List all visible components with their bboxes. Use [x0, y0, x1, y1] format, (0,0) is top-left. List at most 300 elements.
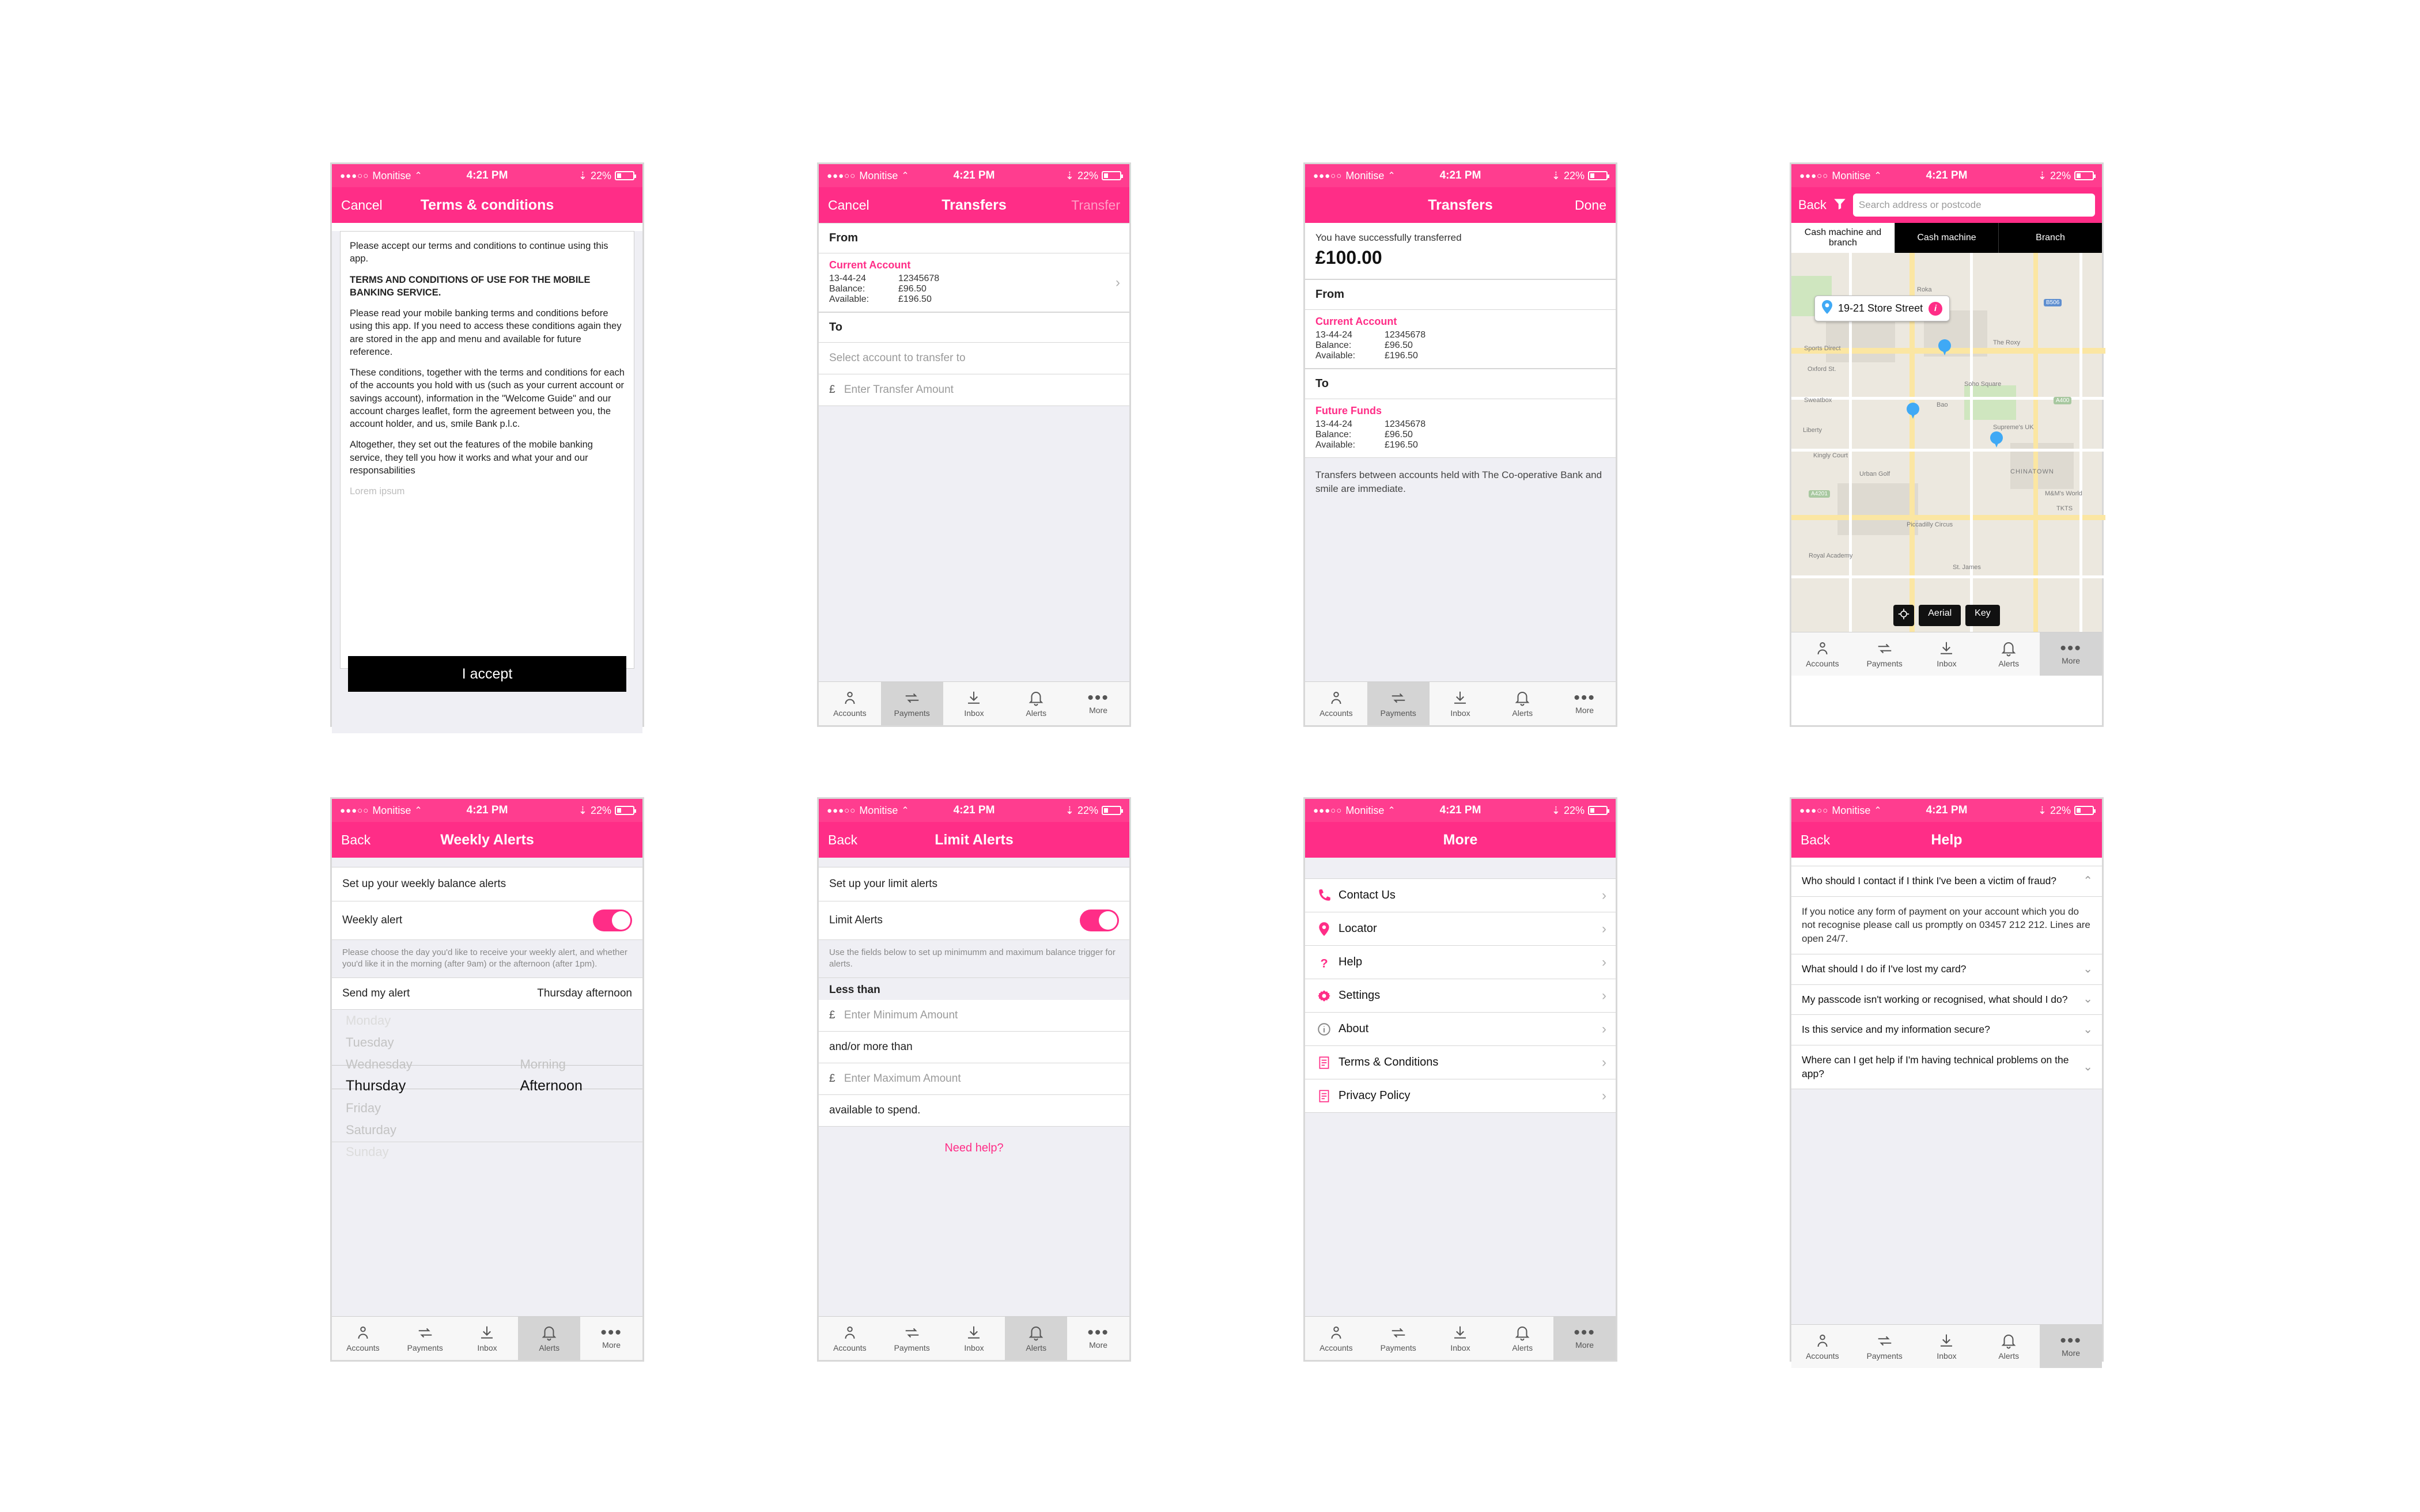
amount-placeholder: Enter Transfer Amount	[844, 384, 954, 396]
clock: 4:21 PM	[1926, 804, 1968, 816]
success-message: You have successfully transferred	[1315, 232, 1462, 243]
aerial-button[interactable]: Aerial	[1919, 605, 1961, 626]
map-label: The Roxy	[1993, 339, 2021, 346]
terms-paragraph: Please read your mobile banking terms and conditions before using this app. If you need to access these conditions again they are stored in the app and menu and available for future reference.	[350, 308, 622, 357]
battery-icon	[1102, 806, 1121, 815]
search-bar	[1791, 187, 2102, 223]
weekly-alert-toggle-row[interactable]	[332, 901, 642, 940]
screen-help-faq	[1790, 797, 2104, 1362]
tab-alerts[interactable]	[1977, 632, 2040, 676]
screen-transfer-form	[817, 162, 1131, 727]
lock-icon: ⇣	[1065, 804, 1074, 816]
tab-label: Accounts	[1319, 708, 1353, 718]
terms-paragraph: Please accept our terms and conditions to continue using this app.	[350, 241, 608, 264]
terms-paragraph-heading: TERMS AND CONDITIONS OF USE FOR THE MOBILE BANKING SERVICE.	[350, 274, 591, 298]
account-number: 12345678	[1385, 330, 1426, 340]
menu-item-about[interactable]	[1305, 1013, 1616, 1046]
page-title: Help	[1931, 831, 1963, 848]
status-bar	[332, 799, 642, 822]
screen-more-menu	[1303, 797, 1617, 1362]
carrier-label: Monitise	[1345, 169, 1385, 181]
minimum-placeholder: Enter Minimum Amount	[844, 1009, 958, 1021]
time-picker-column[interactable]	[502, 1010, 642, 1142]
lock-icon: ⇣	[2037, 804, 2047, 816]
tab-more[interactable]	[1067, 682, 1129, 725]
lock-icon: ⇣	[1065, 169, 1074, 181]
battery-pct: 22%	[1563, 804, 1585, 816]
tab-bar	[1791, 1324, 2102, 1368]
lock-icon: ⇣	[2037, 169, 2047, 181]
picker-item[interactable]: Sunday	[346, 1144, 389, 1159]
faq-question-text: What should I do if I've lost my card?	[1802, 963, 1967, 975]
day-time-picker[interactable]	[332, 1010, 642, 1159]
tab-accounts[interactable]	[1791, 1325, 1854, 1368]
svg-text:?: ?	[1320, 956, 1328, 971]
toggle-label: Weekly alert	[342, 914, 403, 926]
tab-accounts[interactable]	[1305, 682, 1367, 725]
weekly-alert-switch[interactable]	[593, 910, 632, 931]
tab-label: Payments	[1380, 1343, 1416, 1352]
tab-label: Accounts	[833, 708, 867, 718]
tab-more[interactable]	[1067, 1317, 1129, 1360]
accept-button[interactable]: I accept	[348, 656, 626, 692]
map-pin-icon	[1314, 922, 1334, 937]
screen-transfer-confirmation	[1303, 162, 1617, 727]
label-text: available to spend.	[829, 1104, 921, 1116]
tab-accounts[interactable]	[819, 682, 881, 725]
map-label: Sports Direct	[1804, 345, 1841, 352]
transferred-amount: £100.00	[1315, 247, 1382, 268]
clock: 4:21 PM	[466, 804, 508, 816]
battery-icon	[1588, 171, 1608, 180]
tab-bar	[819, 1316, 1129, 1360]
limit-alerts-toggle-row[interactable]	[819, 901, 1129, 940]
wifi-icon: ⌃	[414, 806, 422, 816]
menu-label: About	[1338, 1022, 1369, 1035]
map-label: Supreme's UK	[1993, 424, 2034, 431]
lock-icon: ⇣	[578, 169, 587, 181]
account-number: 12345678	[898, 274, 940, 283]
tab-label: Accounts	[346, 1343, 380, 1352]
cancel-button[interactable]: Cancel	[341, 197, 383, 213]
more-dots-icon: •••	[1574, 1323, 1595, 1342]
intro-text: Set up your weekly balance alerts	[332, 867, 642, 901]
map-label: Kingly Court	[1813, 452, 1848, 459]
clock: 4:21 PM	[1926, 169, 1968, 181]
screen-locator-map	[1790, 162, 2104, 727]
balance-value: £96.50	[898, 284, 927, 294]
picker-item-selected[interactable]: Thursday	[346, 1078, 406, 1094]
limit-alerts-switch[interactable]	[1080, 910, 1119, 931]
gear-icon	[1314, 988, 1334, 1003]
tab-label: Inbox	[1937, 1351, 1957, 1361]
menu-item-privacy-policy[interactable]	[1305, 1079, 1616, 1113]
tab-label: Alerts	[1512, 1343, 1533, 1352]
tab-label: Payments	[1866, 1351, 1903, 1361]
faq-question[interactable]	[1791, 954, 2102, 985]
tab-alerts[interactable]	[1005, 682, 1067, 725]
tab-alerts[interactable]	[518, 1317, 580, 1360]
available-label: Available:	[829, 294, 869, 304]
page-title: More	[1443, 831, 1478, 848]
tab-label: Alerts	[1998, 659, 2020, 668]
tab-payments[interactable]	[1854, 1325, 1916, 1368]
carrier-label: Monitise	[859, 169, 898, 181]
back-button[interactable]: Back	[341, 832, 371, 847]
tab-accounts[interactable]	[1791, 632, 1854, 676]
chevron-up-icon[interactable]: ⌃	[2083, 874, 2093, 888]
tab-inbox[interactable]	[1916, 632, 1978, 676]
tab-label: Inbox	[1937, 659, 1957, 668]
picker-item[interactable]: Saturday	[346, 1122, 397, 1137]
map-label: A400	[2054, 397, 2071, 404]
status-bar	[332, 164, 642, 187]
label-text: and/or more than	[829, 1040, 913, 1053]
balance-label: Balance:	[829, 284, 865, 294]
battery-pct: 22%	[590, 169, 611, 181]
tab-alerts[interactable]	[1977, 1325, 2040, 1368]
status-bar	[1791, 799, 2102, 822]
tab-label: Payments	[1380, 708, 1416, 718]
info-icon	[1314, 1022, 1334, 1037]
tab-inbox[interactable]	[1916, 1325, 1978, 1368]
map-label: Piccadilly Circus	[1907, 521, 1953, 528]
menu-item-contact-us[interactable]	[1305, 879, 1616, 912]
tab-payments[interactable]	[881, 1317, 943, 1360]
map-pin-icon	[1822, 300, 1832, 317]
tab-label: Alerts	[1512, 708, 1533, 718]
clock: 4:21 PM	[466, 169, 508, 181]
from-section-header: From	[1305, 279, 1616, 310]
signal-dots-icon: ●●●○○	[1313, 805, 1343, 816]
faq-question-text: Where can I get help if I'm having technical problems on the app?	[1802, 1054, 2069, 1079]
tab-inbox[interactable]	[1430, 1317, 1492, 1360]
day-picker-column[interactable]	[332, 1010, 502, 1159]
nav-bar	[819, 187, 1129, 223]
chevron-right-icon: ›	[1602, 1054, 1606, 1070]
screen-weekly-alerts	[330, 797, 644, 1362]
lock-icon: ⇣	[1551, 169, 1560, 181]
locate-me-icon[interactable]	[1893, 605, 1914, 626]
phone-icon	[1314, 888, 1334, 903]
signal-dots-icon: ●●●○○	[827, 170, 856, 181]
sort-code: 13-44-24	[1315, 419, 1353, 429]
faq-question[interactable]	[1791, 985, 2102, 1015]
battery-pct: 22%	[1077, 169, 1098, 181]
tab-bar	[1305, 681, 1616, 725]
more-dots-icon: •••	[600, 1323, 622, 1342]
tab-payments[interactable]	[394, 1317, 456, 1360]
map-label: Bao	[1937, 401, 1948, 408]
battery-pct: 22%	[2050, 169, 2071, 181]
chevron-right-icon: ›	[1602, 920, 1606, 937]
tab-alerts[interactable]	[1491, 1317, 1553, 1360]
tab-inbox[interactable]	[943, 1317, 1005, 1360]
page-title: Transfers	[1428, 196, 1493, 213]
back-button[interactable]: Back	[1798, 198, 1827, 212]
lock-icon: ⇣	[578, 804, 587, 816]
map-label: TKTS	[2056, 505, 2073, 512]
to-section-header: To	[819, 312, 1129, 343]
done-button[interactable]: Done	[1575, 197, 1606, 213]
cancel-button[interactable]: Cancel	[828, 197, 869, 213]
faq-question-text: My passcode isn't working or recognised, what should I do?	[1802, 993, 2068, 1005]
signal-dots-icon: ●●●○○	[1799, 805, 1829, 816]
tab-label: Alerts	[1998, 1351, 2020, 1361]
from-account-row	[1305, 310, 1616, 369]
balance-value: £96.50	[1385, 430, 1413, 439]
tab-label: More	[1089, 706, 1108, 715]
terms-paragraph: Altogether, they set out the features of the mobile banking service, they tell you how it works and what your and our responsabilities	[350, 439, 593, 476]
terms-paragraph: These conditions, together with the terms and conditions for each of the accounts you hold with us (such as your current account or savings account), information in the "Welcome Guide" and our account charges leaflet, form the agreement between you, the account holder, and us, smile Bank p.l.c.	[350, 367, 625, 430]
screen-limit-alerts	[817, 797, 1131, 1362]
nav-bar	[1791, 822, 2102, 858]
help-body	[1791, 866, 2102, 1368]
tab-label: Alerts	[1026, 1343, 1047, 1352]
tab-label: Inbox	[477, 1343, 497, 1352]
tab-label: Inbox	[964, 1343, 984, 1352]
segment-branch[interactable]: Branch	[2036, 232, 2065, 242]
available-value: £196.50	[1385, 351, 1418, 361]
to-section-header: To	[1305, 369, 1616, 399]
wifi-icon: ⌃	[1387, 806, 1396, 816]
signal-dots-icon: ●●●○○	[1313, 170, 1343, 181]
carrier-label: Monitise	[372, 804, 411, 816]
helper-text: Please choose the day you'd like to receive your weekly alert, and whether you'd like it in the morning (after 9am) or the afternoon (after 1pm).	[332, 940, 642, 978]
picker-item[interactable]: Morning	[520, 1056, 566, 1071]
picker-item[interactable]: Wednesday	[346, 1056, 413, 1071]
tab-more[interactable]	[1553, 1317, 1616, 1360]
chevron-right-icon: ›	[1602, 987, 1606, 1003]
tab-accounts[interactable]	[1305, 1317, 1367, 1360]
tab-payments[interactable]	[1367, 682, 1430, 725]
picker-item-selected[interactable]: Afternoon	[520, 1078, 583, 1094]
from-account-row[interactable]	[819, 253, 1129, 312]
chevron-down-icon[interactable]: ⌄	[2083, 962, 2093, 976]
balance-label: Balance:	[1315, 340, 1352, 350]
tab-label: More	[1575, 1340, 1594, 1350]
chevron-right-icon: ›	[1602, 1021, 1606, 1037]
row-value: Thursday afternoon	[537, 987, 632, 999]
more-dots-icon: •••	[2060, 1331, 2082, 1350]
balance-value: £96.50	[1385, 340, 1413, 350]
signal-dots-icon: ●●●○○	[340, 170, 369, 181]
page-title: Limit Alerts	[935, 831, 1014, 848]
maximum-amount-input[interactable]	[819, 1063, 1129, 1095]
tab-alerts[interactable]	[1491, 682, 1553, 725]
faq-question[interactable]	[1791, 1045, 2102, 1089]
chevron-right-icon: ›	[1602, 954, 1606, 970]
locator-filter-segments	[1791, 223, 2102, 253]
clock: 4:21 PM	[953, 169, 995, 181]
chevron-down-icon[interactable]: ⌄	[2083, 1060, 2093, 1074]
menu-item-terms-and-conditions[interactable]	[1305, 1046, 1616, 1079]
tab-label: Accounts	[1319, 1343, 1353, 1352]
transfer-body	[819, 223, 1129, 725]
tab-accounts[interactable]	[332, 1317, 394, 1360]
map-label: Liberty	[1803, 427, 1822, 434]
transfer-button[interactable]: Transfer	[1071, 197, 1120, 213]
tab-label: More	[602, 1340, 621, 1350]
intro-text: Set up your limit alerts	[819, 867, 1129, 901]
tab-more[interactable]	[2040, 632, 2102, 676]
location-callout[interactable]	[1814, 295, 1950, 321]
menu-label: Terms & Conditions	[1338, 1056, 1439, 1068]
segment-cash-machine-and-branch[interactable]: Cash machine and branch	[1791, 223, 1895, 253]
more-dots-icon: •••	[1574, 688, 1595, 707]
tab-bar	[1791, 632, 2102, 676]
key-button[interactable]: Key	[1965, 605, 2000, 626]
nav-bar	[1305, 822, 1616, 858]
carrier-label: Monitise	[859, 804, 898, 816]
wifi-icon: ⌃	[414, 171, 422, 181]
menu-label: Privacy Policy	[1338, 1089, 1411, 1102]
faq-question[interactable]	[1791, 866, 2102, 897]
chevron-right-icon: ›	[1116, 274, 1120, 290]
chevron-down-icon[interactable]: ⌄	[2083, 1023, 2093, 1036]
map-label: A4201	[1809, 490, 1830, 498]
tab-label: Payments	[894, 708, 930, 718]
carrier-label: Monitise	[1832, 169, 1871, 181]
question-mark-icon	[1314, 955, 1334, 970]
tab-more[interactable]	[580, 1317, 642, 1360]
battery-pct: 22%	[2050, 804, 2071, 816]
picker-item[interactable]: Friday	[346, 1100, 381, 1115]
chevron-down-icon[interactable]: ⌄	[2083, 992, 2093, 1006]
tab-label: More	[1575, 706, 1594, 715]
tab-label: Inbox	[964, 708, 984, 718]
tab-label: Alerts	[1026, 708, 1047, 718]
screen-terms-and-conditions	[330, 162, 644, 727]
map-controls	[1791, 605, 2102, 626]
tab-bar	[819, 681, 1129, 725]
tab-alerts[interactable]	[1005, 1317, 1067, 1360]
map-label: Soho Square	[1964, 381, 2002, 388]
wifi-icon: ⌃	[1387, 171, 1396, 181]
battery-icon	[1102, 171, 1121, 180]
sort-code: 13-44-24	[829, 274, 867, 283]
menu-item-settings[interactable]	[1305, 979, 1616, 1013]
picker-item[interactable]: Monday	[346, 1013, 391, 1028]
filter-funnel-icon[interactable]	[1832, 196, 1847, 214]
battery-icon	[2074, 171, 2094, 180]
minimum-amount-input[interactable]	[819, 1000, 1129, 1032]
faq-question[interactable]	[1791, 1015, 2102, 1045]
more-menu-body	[1305, 858, 1616, 1360]
account-name: Current Account	[1315, 316, 1397, 327]
available-value: £196.50	[898, 294, 932, 304]
tab-bar	[332, 1316, 642, 1360]
tab-inbox[interactable]	[456, 1317, 519, 1360]
tab-label: Alerts	[539, 1343, 560, 1352]
tab-payments[interactable]	[881, 682, 943, 725]
map-canvas[interactable]	[1791, 253, 2102, 632]
menu-label: Help	[1338, 956, 1363, 968]
nav-bar	[1305, 187, 1616, 223]
tab-label: Accounts	[833, 1343, 867, 1352]
less-than-label: Less than	[819, 978, 1129, 1000]
available-to-spend-label	[819, 1095, 1129, 1127]
status-bar	[819, 164, 1129, 187]
tab-more[interactable]	[1553, 682, 1616, 725]
battery-icon	[615, 806, 634, 815]
limit-alerts-body	[819, 858, 1129, 1360]
page-title: Weekly Alerts	[440, 831, 534, 848]
tab-label: Payments	[894, 1343, 930, 1352]
chevron-right-icon: ›	[1602, 887, 1606, 903]
balance-label: Balance:	[1315, 430, 1352, 439]
map-label: Roka	[1917, 286, 1932, 293]
tab-payments[interactable]	[1367, 1317, 1430, 1360]
picker-item[interactable]: Tuesday	[346, 1034, 394, 1049]
toggle-label: Limit Alerts	[829, 914, 883, 926]
info-icon[interactable]: i	[1929, 302, 1942, 316]
map-label: Royal Academy	[1809, 552, 1853, 559]
tab-more[interactable]	[2040, 1325, 2102, 1368]
signal-dots-icon: ●●●○○	[340, 805, 369, 816]
to-account-row	[1305, 399, 1616, 458]
signal-dots-icon: ●●●○○	[1799, 170, 1829, 181]
currency-symbol: £	[829, 384, 835, 396]
currency-symbol: £	[829, 1072, 835, 1085]
to-account-selector[interactable]: Select account to transfer to	[819, 343, 1129, 374]
tab-label: More	[2062, 1348, 2081, 1358]
map-label: St. James	[1953, 564, 1981, 571]
wifi-icon: ⌃	[1874, 171, 1882, 181]
segment-cash-machine[interactable]: Cash machine	[1895, 223, 1999, 253]
search-input[interactable]: Search address or postcode	[1853, 194, 2095, 217]
map-label: Sweatbox	[1804, 397, 1832, 404]
battery-icon	[2074, 806, 2094, 815]
tab-label: More	[2062, 656, 2081, 665]
tab-inbox[interactable]	[943, 682, 1005, 725]
page-title: Transfers	[941, 196, 1007, 213]
tab-label: Inbox	[1450, 1343, 1470, 1352]
tab-accounts[interactable]	[819, 1317, 881, 1360]
terms-scroll-box[interactable]	[340, 231, 634, 669]
menu-label: Settings	[1338, 989, 1381, 1002]
tab-inbox[interactable]	[1430, 682, 1492, 725]
need-help-link[interactable]: Need help?	[819, 1127, 1129, 1170]
battery-icon	[1588, 806, 1608, 815]
tab-label: Payments	[407, 1343, 443, 1352]
back-button[interactable]: Back	[1801, 832, 1831, 847]
menu-item-locator[interactable]	[1305, 912, 1616, 946]
account-name: Future Funds	[1315, 405, 1382, 416]
tab-label: Payments	[1866, 659, 1903, 668]
callout-address: 19-21 Store Street	[1838, 302, 1923, 314]
battery-pct: 22%	[590, 804, 611, 816]
back-button[interactable]: Back	[828, 832, 858, 847]
tab-payments[interactable]	[1854, 632, 1916, 676]
more-dots-icon: •••	[1087, 688, 1109, 707]
clock: 4:21 PM	[1439, 804, 1481, 816]
account-number: 12345678	[1385, 419, 1426, 429]
success-summary	[1305, 223, 1616, 279]
status-bar	[1305, 164, 1616, 187]
send-my-alert-row[interactable]	[332, 978, 642, 1010]
battery-pct: 22%	[1563, 169, 1585, 181]
menu-item-help[interactable]	[1305, 946, 1616, 979]
available-value: £196.50	[1385, 440, 1418, 450]
faq-list	[1791, 866, 2102, 1089]
page-title: Terms & conditions	[420, 196, 554, 213]
confirmation-body	[1305, 223, 1616, 725]
map-label: Urban Golf	[1859, 471, 1890, 478]
transfer-amount-input[interactable]	[819, 374, 1129, 406]
tab-label: Inbox	[1450, 708, 1470, 718]
sort-code: 13-44-24	[1315, 330, 1353, 340]
